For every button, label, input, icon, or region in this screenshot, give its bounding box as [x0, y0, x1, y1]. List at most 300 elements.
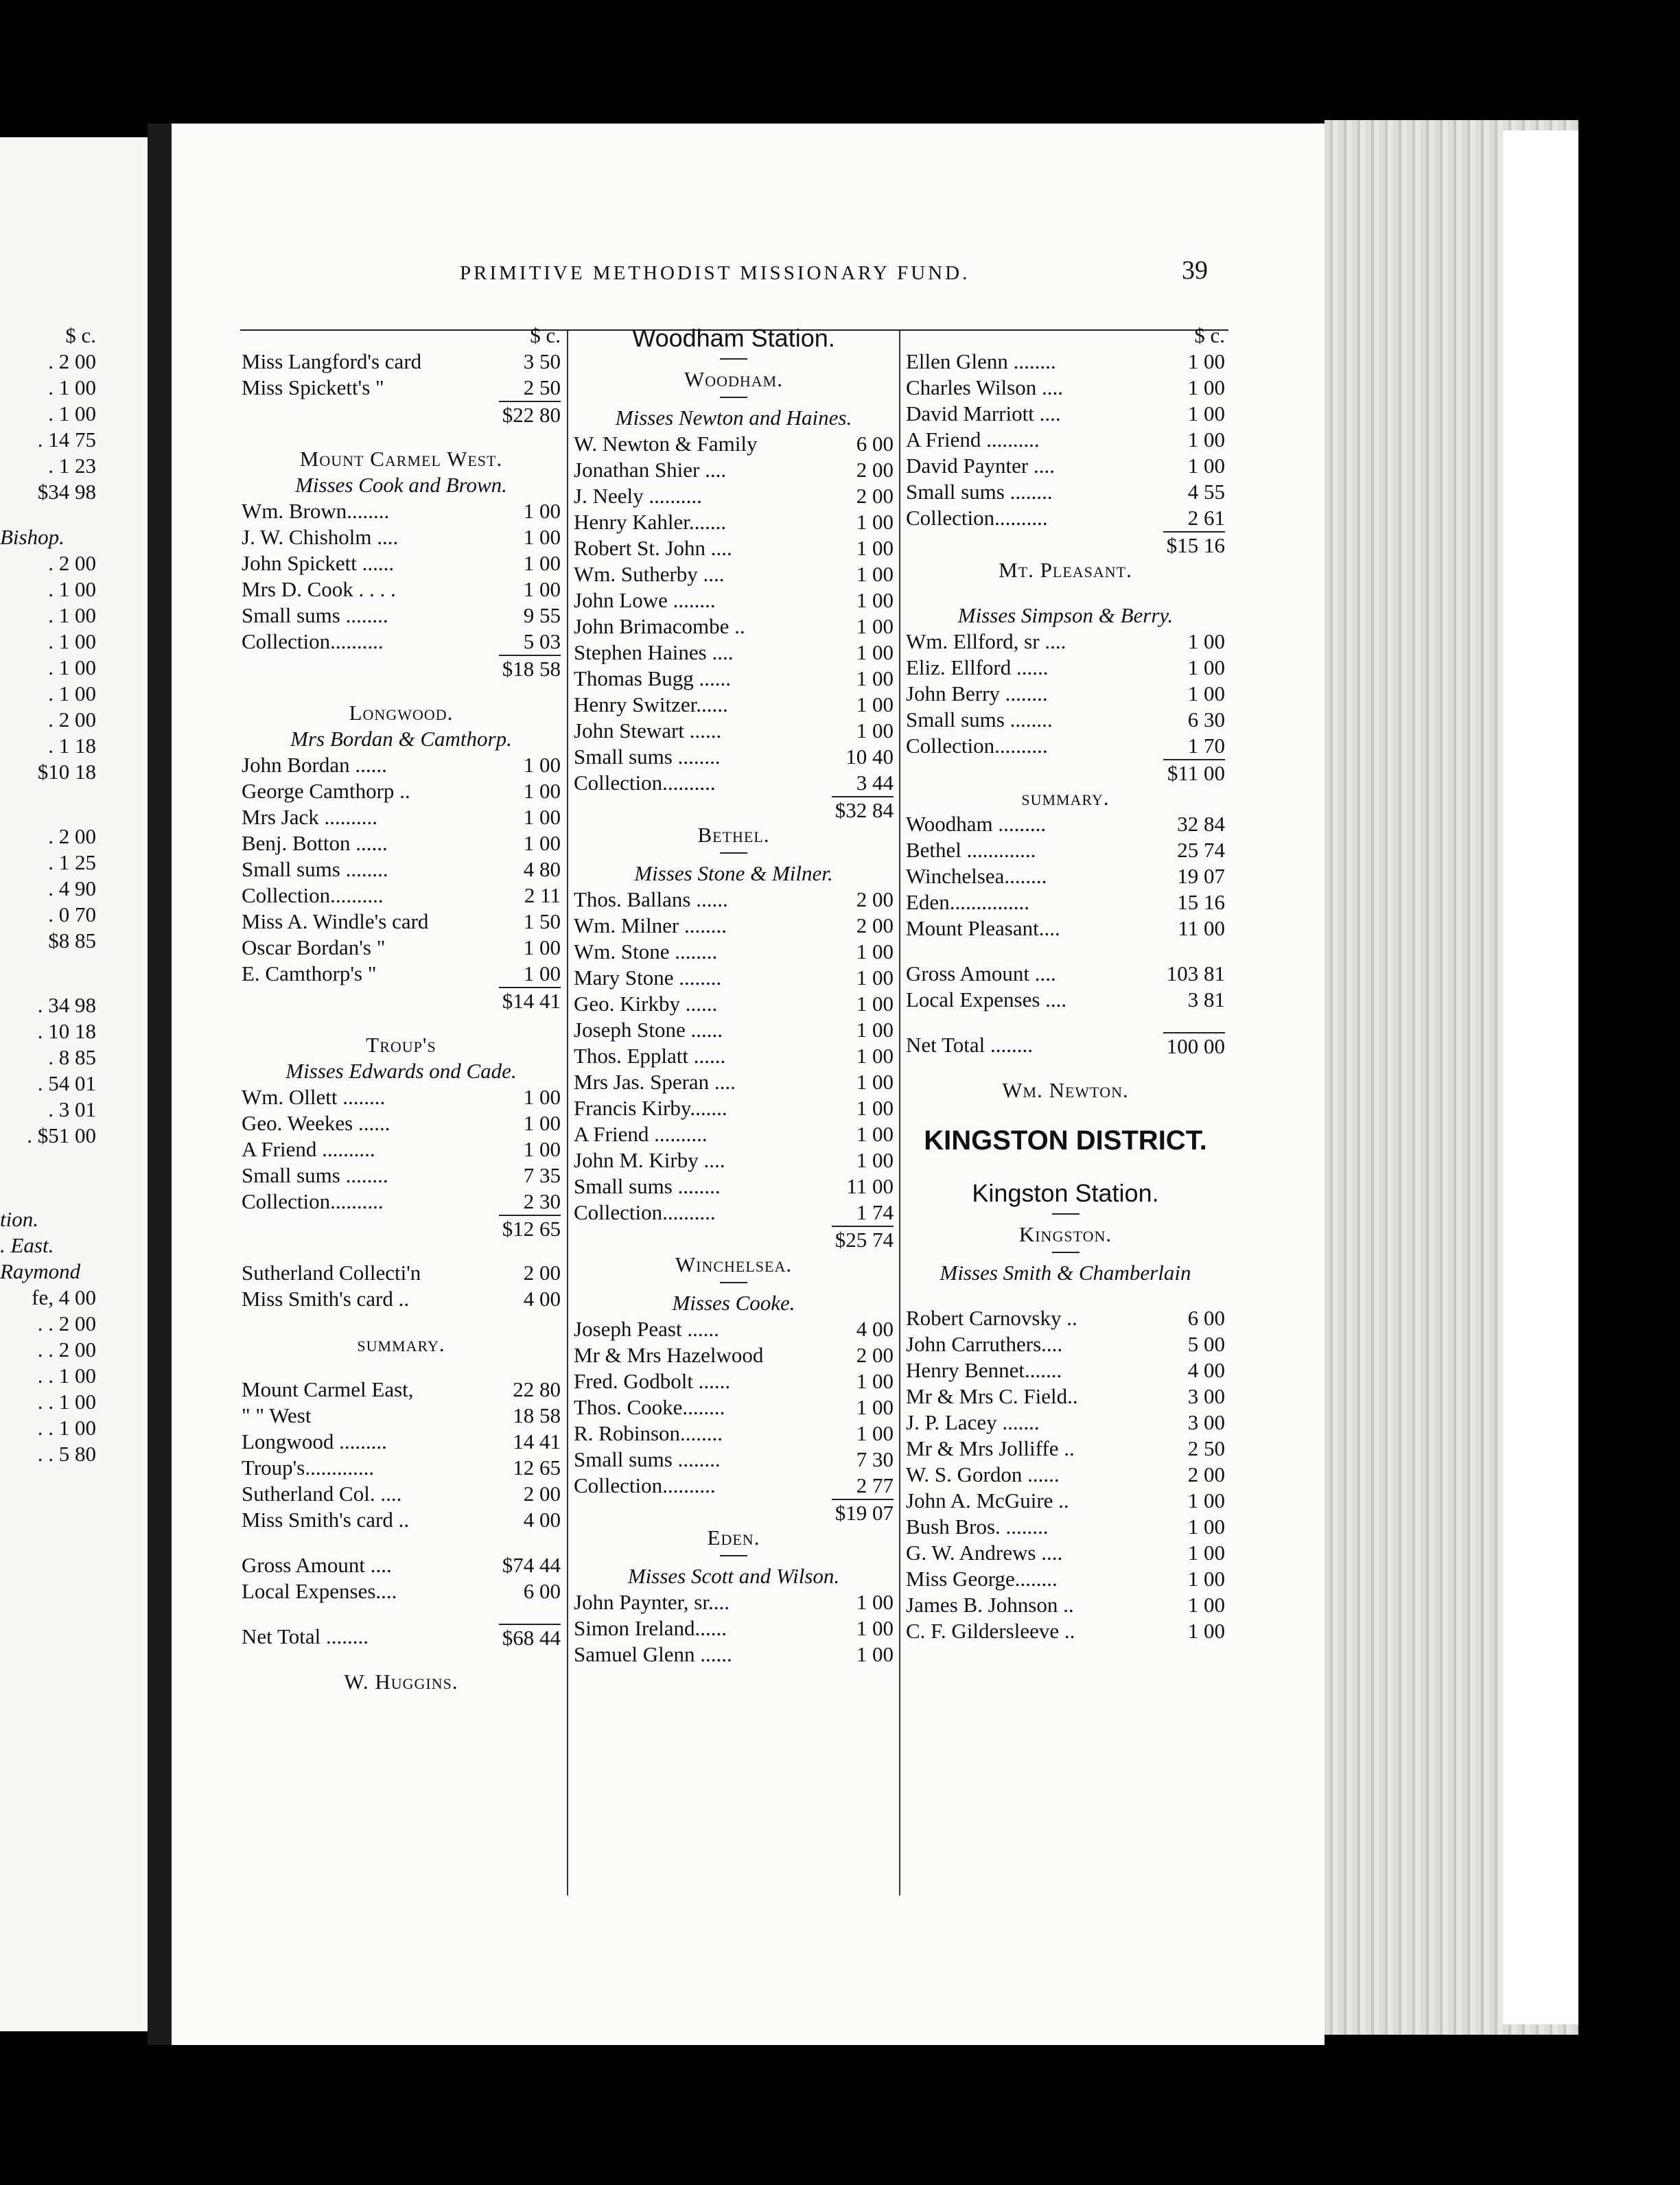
collectors-line: Mrs Bordan & Camthorp.	[290, 727, 512, 751]
contribution-row	[574, 1473, 894, 1499]
contribution-amount: 1 00	[856, 1122, 894, 1146]
fragment-amount: $8 85	[48, 928, 96, 953]
contribution-row	[242, 1403, 561, 1429]
contributor-name: Mount Pleasant....	[906, 916, 1060, 940]
contribution-amount: 5 03	[523, 629, 561, 653]
contribution-amount: 2 50	[523, 375, 561, 399]
contribution-amount: 1 00	[1187, 1488, 1225, 1512]
contributor-name: Wm. Stone ........	[574, 939, 718, 963]
contribution-amount: 19 07	[1177, 864, 1225, 888]
subtotal-row	[242, 1215, 561, 1241]
contributor-name: W. S. Gordon ......	[906, 1462, 1060, 1486]
contributor-name: Miss A. Windle's card	[242, 909, 429, 933]
contribution-row	[574, 614, 894, 640]
section-heading: Troup's	[366, 1033, 436, 1057]
contribution-amount: 1 00	[1187, 375, 1225, 399]
collectors-line: Misses Cooke.	[672, 1291, 795, 1315]
contribution-amount: 1 00	[523, 1111, 561, 1135]
contributor-name: Oscar Bordan's "	[242, 935, 386, 959]
fragment-text: tion.	[0, 1207, 38, 1231]
contribution-amount: 100 00	[1163, 1032, 1225, 1058]
subtotal-row	[906, 759, 1225, 785]
contribution-amount: 32 84	[1177, 812, 1225, 836]
contribution-row	[574, 1121, 894, 1147]
section-heading: Bethel.	[697, 823, 770, 847]
contribution-row	[906, 453, 1225, 479]
fragment-amount: . 2 00	[48, 824, 96, 848]
contribution-row	[242, 629, 561, 655]
contribution-row	[906, 987, 1225, 1013]
contributor-name: Geo. Kirkby ......	[574, 992, 718, 1016]
spacer	[0, 954, 96, 973]
spacer	[242, 1604, 561, 1624]
contribution-amount: 6 00	[856, 432, 894, 456]
spacer	[242, 1533, 561, 1552]
contributor-name: W. Newton & Family	[574, 432, 758, 456]
contribution-amount: 1 00	[1187, 454, 1225, 478]
short-rule	[720, 852, 747, 854]
section-heading: Kingston.	[1018, 1222, 1112, 1246]
contributor-name: Collection..........	[574, 1200, 716, 1224]
contributor-name: Eliz. Ellford ......	[906, 655, 1049, 679]
contributor-name: C. F. Gildersleeve ..	[906, 1619, 1075, 1643]
contribution-amount: 1 00	[1187, 349, 1225, 373]
section-heading: summary.	[1021, 786, 1110, 810]
subtotal-row	[242, 655, 561, 681]
contribution-row	[574, 1095, 894, 1121]
contributor-name: Wm. Milner ........	[574, 913, 727, 937]
spacer	[0, 785, 96, 804]
contribution-row	[242, 1189, 561, 1215]
contributor-name: John Carruthers....	[906, 1332, 1063, 1356]
contribution-row	[574, 1589, 894, 1615]
contribution-row	[242, 1507, 561, 1533]
contribution-row	[242, 961, 561, 987]
contribution-amount: 1 00	[856, 692, 894, 716]
contribution-amount: 11 00	[846, 1174, 894, 1198]
fragment-amount: . 2 00	[48, 349, 96, 373]
contributor-name: Thos. Cooke........	[574, 1395, 725, 1419]
contributor-name: Net Total ........	[242, 1624, 369, 1648]
subtotal-row	[574, 1499, 894, 1525]
contribution-amount: 1 00	[1187, 401, 1225, 425]
contributor-name: Small sums ........	[574, 745, 721, 769]
contributor-name: Small sums ........	[242, 857, 388, 881]
contribution-row	[574, 1200, 894, 1226]
section-heading: Wm. Newton.	[1002, 1078, 1129, 1102]
contributor-name: Small sums ........	[574, 1447, 721, 1471]
contribution-amount: 3 00	[1187, 1384, 1225, 1408]
contribution-row	[242, 909, 561, 935]
contribution-amount: 1 00	[523, 1137, 561, 1161]
contribution-row	[906, 863, 1225, 889]
contributor-name: Geo. Weekes ......	[242, 1111, 390, 1135]
page-number: 39	[1182, 256, 1208, 285]
contributor-name: Joseph Peast ......	[574, 1317, 719, 1341]
contribution-amount: 1 00	[856, 1395, 894, 1419]
contributor-name: Jonathan Shier ....	[574, 458, 727, 482]
contributor-name: Winchelsea........	[906, 864, 1047, 888]
contribution-row	[574, 587, 894, 614]
contribution-amount: 4 55	[1187, 480, 1225, 504]
contribution-amount: 1 00	[856, 588, 894, 612]
contribution-row	[906, 915, 1225, 942]
contributor-name: Mr & Mrs Hazelwood	[574, 1343, 764, 1367]
contributor-name: David Paynter ....	[906, 454, 1055, 478]
contribution-amount: 2 77	[856, 1473, 894, 1497]
station-heading: Kingston Station.	[972, 1179, 1159, 1207]
contributor-name: Thomas Bugg ......	[574, 666, 732, 690]
contribution-row	[242, 830, 561, 856]
contribution-row	[906, 1462, 1225, 1488]
contribution-row	[242, 1260, 561, 1286]
contribution-amount: 1 00	[856, 1070, 894, 1094]
contributor-name: John Lowe ........	[574, 588, 716, 612]
contribution-row	[574, 965, 894, 991]
contribution-amount: 1 00	[1187, 1593, 1225, 1617]
contribution-amount: 1 00	[1187, 1541, 1225, 1565]
contribution-amount: 1 00	[856, 1044, 894, 1068]
contribution-row	[242, 804, 561, 830]
contribution-amount: 7 30	[856, 1447, 894, 1471]
contributor-name: Francis Kirby.......	[574, 1096, 727, 1120]
contribution-amount: 103 81	[1166, 961, 1225, 985]
contribution-amount: 22 80	[513, 1377, 561, 1401]
contribution-row	[906, 1436, 1225, 1462]
contribution-row	[574, 913, 894, 939]
contribution-amount: 1 00	[1187, 681, 1225, 705]
spacer	[242, 1241, 561, 1260]
contribution-row	[574, 1447, 894, 1473]
subtotal-row	[242, 401, 561, 427]
contribution-row	[242, 883, 561, 909]
contribution-row	[574, 744, 894, 770]
contribution-amount: 7 35	[523, 1163, 561, 1187]
contributor-name: G. W. Andrews ....	[906, 1541, 1063, 1565]
section-heading: Winchelsea.	[675, 1252, 793, 1276]
contribution-row	[574, 457, 894, 483]
collectors-line: Misses Edwards ond Cade.	[285, 1059, 517, 1083]
contributor-name: Troup's.............	[242, 1456, 375, 1480]
spacer	[906, 1103, 1225, 1123]
contributor-name: Thos. Ballans ......	[574, 887, 728, 911]
contribution-amount: 1 50	[523, 909, 561, 933]
contributor-name: Fred. Godbolt ......	[574, 1369, 731, 1393]
contribution-amount: 12 65	[513, 1456, 561, 1480]
contribution-amount: 1 00	[856, 966, 894, 990]
short-rule	[720, 1555, 747, 1556]
spacer	[0, 1187, 96, 1206]
contribution-row	[574, 1017, 894, 1043]
spacer	[242, 1357, 561, 1377]
contribution-amount: 2 00	[856, 887, 894, 911]
fragment-amount: . 1 00	[48, 655, 96, 679]
contributor-name: Charles Wilson ....	[906, 375, 1063, 399]
column-divider	[899, 331, 900, 1895]
contribution-amount: 1 00	[1187, 1567, 1225, 1591]
contributor-name: John A. McGuire ..	[906, 1488, 1069, 1512]
fragment-text: Raymond	[0, 1259, 81, 1283]
contribution-row	[574, 431, 894, 457]
contribution-amount: 18 58	[513, 1403, 561, 1427]
contributor-name: Miss George........	[906, 1567, 1058, 1591]
contribution-amount: 2 30	[523, 1189, 561, 1213]
contribution-amount: 6 00	[523, 1579, 561, 1603]
contribution-amount: $25 74	[832, 1226, 894, 1252]
contribution-amount: 1 00	[856, 640, 894, 664]
contribution-row	[242, 550, 561, 576]
contribution-amount: 1 00	[523, 499, 561, 523]
fragment-text: Bishop.	[0, 525, 65, 549]
contributor-name: Samuel Glenn ......	[574, 1642, 732, 1666]
contribution-row	[906, 401, 1225, 427]
column-divider	[567, 331, 568, 1895]
contribution-row	[574, 640, 894, 666]
fragment-amount: . 54 01	[37, 1071, 96, 1095]
contribution-amount: 1 00	[856, 1590, 894, 1614]
fragment-amount: . 1 00	[48, 577, 96, 601]
spacer	[906, 1158, 1225, 1178]
contributor-name: Mrs D. Cook . . . .	[242, 577, 396, 601]
spacer	[906, 1058, 1225, 1077]
contribution-amount: 1 00	[856, 1018, 894, 1042]
contribution-row	[242, 1110, 561, 1136]
contribution-amount: 1 00	[523, 935, 561, 959]
contributor-name: Small sums ........	[242, 603, 388, 627]
contributor-name: Mount Carmel East,	[242, 1377, 414, 1401]
contribution-amount: 4 00	[1187, 1358, 1225, 1382]
contributor-name: Benj. Botton ......	[242, 831, 388, 855]
contribution-amount: 1 00	[1187, 428, 1225, 452]
fragment-amount: . 10 18	[37, 1019, 96, 1043]
spacer	[242, 1013, 561, 1032]
contribution-amount: 2 61	[1187, 506, 1225, 530]
contribution-row	[242, 498, 561, 524]
contribution-amount: 2 00	[523, 1261, 561, 1285]
short-rule	[720, 397, 747, 398]
contributor-name: Mr & Mrs C. Field..	[906, 1384, 1078, 1408]
section-heading: Longwood.	[349, 701, 454, 725]
contribution-amount: 10 40	[845, 745, 894, 769]
short-rule	[720, 358, 747, 360]
contributor-name: John Stewart ......	[574, 718, 722, 743]
contributor-name: Thos. Epplatt ......	[574, 1044, 726, 1068]
contribution-row	[242, 778, 561, 804]
contribution-amount: 4 80	[523, 857, 561, 881]
contribution-row	[906, 505, 1225, 531]
spacer	[0, 1168, 96, 1187]
contributor-name: A Friend ..........	[574, 1122, 708, 1146]
contribution-row	[574, 692, 894, 718]
contribution-amount: 2 00	[856, 458, 894, 482]
fragment-amount: . 1 00	[48, 375, 96, 399]
contribution-amount: 1 00	[856, 1642, 894, 1666]
fragment-amount: . 1 00	[48, 681, 96, 705]
contribution-amount: 3 44	[856, 771, 894, 795]
contribution-amount: 1 00	[1187, 1619, 1225, 1643]
fragment-amount: $10 18	[37, 760, 96, 784]
previous-page-column	[0, 323, 96, 1467]
contribution-row	[574, 887, 894, 913]
fragment-amount: . 1 00	[48, 401, 96, 425]
fragment-amount: . 1 00	[48, 603, 96, 627]
collectors-line: Misses Smith & Chamberlain	[940, 1261, 1191, 1285]
contribution-row	[906, 1357, 1225, 1383]
short-rule	[720, 1282, 747, 1283]
contribution-amount: 1 00	[523, 779, 561, 803]
contribution-amount: 1 00	[856, 536, 894, 560]
collectors-line: Misses Newton and Haines.	[615, 406, 852, 430]
contributor-name: J. P. Lacey .......	[906, 1410, 1040, 1434]
contributor-name: Miss Langford's card	[242, 349, 422, 373]
contribution-row	[906, 349, 1225, 375]
contributor-name: Longwood .........	[242, 1429, 387, 1453]
spacer	[0, 1149, 96, 1168]
contribution-row	[906, 889, 1225, 915]
spacer	[242, 1650, 561, 1669]
contribution-row	[906, 1331, 1225, 1357]
contributor-name: Robert St. John ....	[574, 536, 732, 560]
contribution-amount: $19 07	[832, 1499, 894, 1525]
contributor-name: Net Total ........	[906, 1033, 1033, 1057]
contribution-amount: 3 50	[523, 349, 561, 373]
contribution-amount: 2 00	[856, 484, 894, 508]
contributor-name: Small sums ........	[906, 708, 1053, 732]
contribution-amount: 1 00	[523, 753, 561, 777]
contributor-name: Collection..........	[906, 506, 1048, 530]
contribution-amount: 1 00	[523, 577, 561, 601]
contribution-row	[906, 707, 1225, 733]
contribution-row	[906, 427, 1225, 453]
contribution-amount: 4 00	[523, 1287, 561, 1311]
contributor-name: A Friend ..........	[242, 1137, 375, 1161]
contribution-row	[906, 961, 1225, 987]
contributor-name: Eden...............	[906, 890, 1029, 914]
collectors-line: Misses Scott and Wilson.	[627, 1564, 840, 1588]
fragment-amount: . 1 23	[48, 454, 96, 478]
contributor-name: Collection..........	[242, 1189, 384, 1213]
contributor-name: Ellen Glenn ........	[906, 349, 1056, 373]
currency-header	[906, 323, 1225, 349]
contributor-name: Collection..........	[574, 1473, 716, 1497]
contribution-row	[574, 509, 894, 535]
contributor-name: Mrs Jack ..........	[242, 805, 378, 829]
contribution-amount: $14 41	[499, 987, 561, 1013]
contributor-name: Woodham .........	[906, 812, 1047, 836]
contributor-name: Wm. Ellford, sr ....	[906, 629, 1066, 653]
fragment-amount: . 14 75	[37, 428, 96, 452]
running-header: PRIMITIVE METHODIST MISSIONARY FUND.	[460, 262, 970, 284]
contribution-row	[574, 535, 894, 561]
contribution-row	[574, 1368, 894, 1394]
fragment-amount: . 1 18	[48, 734, 96, 758]
currency-header	[242, 323, 561, 349]
fragment-amount: $34 98	[37, 480, 96, 504]
contributor-name: Wm. Brown........	[242, 499, 390, 523]
contributor-name: Collection..........	[242, 883, 384, 907]
contribution-amount: $15 16	[1163, 531, 1225, 557]
fragment-amount: . . 2 00	[37, 1337, 96, 1362]
contributor-name: Joseph Stone ......	[574, 1018, 723, 1042]
contribution-row	[574, 1641, 894, 1668]
contributor-name: J. W. Chisholm ....	[242, 525, 399, 549]
contribution-amount: 1 00	[856, 562, 894, 586]
contribution-row	[242, 603, 561, 629]
contributor-name: David Marriott ....	[906, 401, 1061, 425]
collectors-line: Misses Cook and Brown.	[295, 473, 507, 497]
fragment-amount: . 34 98	[37, 993, 96, 1017]
fragment-amount: . 8 85	[48, 1045, 96, 1069]
collectors-line: Misses Stone & Milner.	[634, 861, 833, 885]
contributor-name: Stephen Haines ....	[574, 640, 734, 664]
contribution-amount: 1 00	[856, 939, 894, 963]
contribution-row	[906, 629, 1225, 655]
contributor-name: Bethel .............	[906, 838, 1036, 862]
contributor-name: Wm. Ollett ........	[242, 1085, 386, 1109]
contribution-row	[242, 524, 561, 550]
spacer	[906, 1013, 1225, 1032]
column-2	[574, 323, 894, 1668]
contributor-name: John Bordan ......	[242, 753, 387, 777]
contribution-row	[242, 856, 561, 883]
contributor-name: Sutherland Collecti'n	[242, 1261, 421, 1285]
contribution-amount: 1 00	[856, 1148, 894, 1172]
contribution-amount: 1 00	[856, 718, 894, 743]
spacer	[242, 427, 561, 446]
contribution-amount: 1 00	[856, 1369, 894, 1393]
spacer	[906, 1286, 1225, 1305]
contribution-amount: 1 70	[1187, 734, 1225, 758]
contributor-name: Collection..........	[574, 771, 716, 795]
contribution-amount: 4 00	[856, 1317, 894, 1341]
contributor-name: Mr & Mrs Jolliffe ..	[906, 1436, 1075, 1460]
fragment-amount: . 1 25	[48, 850, 96, 874]
column-1	[242, 323, 561, 1695]
contribution-row	[242, 349, 561, 375]
contribution-row	[906, 681, 1225, 707]
section-heading: W. Huggins.	[344, 1670, 458, 1694]
contributor-name: Collection..........	[906, 734, 1048, 758]
contribution-amount: 6 00	[1187, 1306, 1225, 1330]
contributor-name: Miss Smith's card ..	[242, 1508, 410, 1532]
contribution-amount: $22 80	[499, 401, 561, 427]
contribution-amount: 1 00	[856, 614, 894, 638]
contribution-row	[906, 1566, 1225, 1592]
subtotal-row	[242, 987, 561, 1013]
contribution-row	[574, 666, 894, 692]
contribution-row	[906, 375, 1225, 401]
contribution-row	[242, 1455, 561, 1481]
contributor-name: Small sums ........	[906, 480, 1053, 504]
contributor-name: R. Robinson........	[574, 1421, 723, 1445]
contribution-row	[906, 655, 1225, 681]
section-heading: Eden.	[707, 1526, 760, 1550]
contribution-row	[574, 1394, 894, 1421]
contribution-row	[906, 1488, 1225, 1514]
column-3	[906, 323, 1225, 1644]
subtotal-row	[906, 1032, 1225, 1058]
station-heading: Woodham Station.	[632, 324, 835, 352]
contribution-amount: 11 00	[1178, 916, 1225, 940]
contribution-row	[574, 1173, 894, 1200]
contribution-row	[242, 1162, 561, 1189]
contribution-row	[242, 576, 561, 603]
fragment-text: . East.	[0, 1233, 54, 1257]
fragment-amount: . . 1 00	[37, 1416, 96, 1440]
contributor-name: Miss Spickett's "	[242, 375, 384, 399]
contribution-row	[906, 1618, 1225, 1644]
contributor-name: Gross Amount ....	[906, 961, 1056, 985]
